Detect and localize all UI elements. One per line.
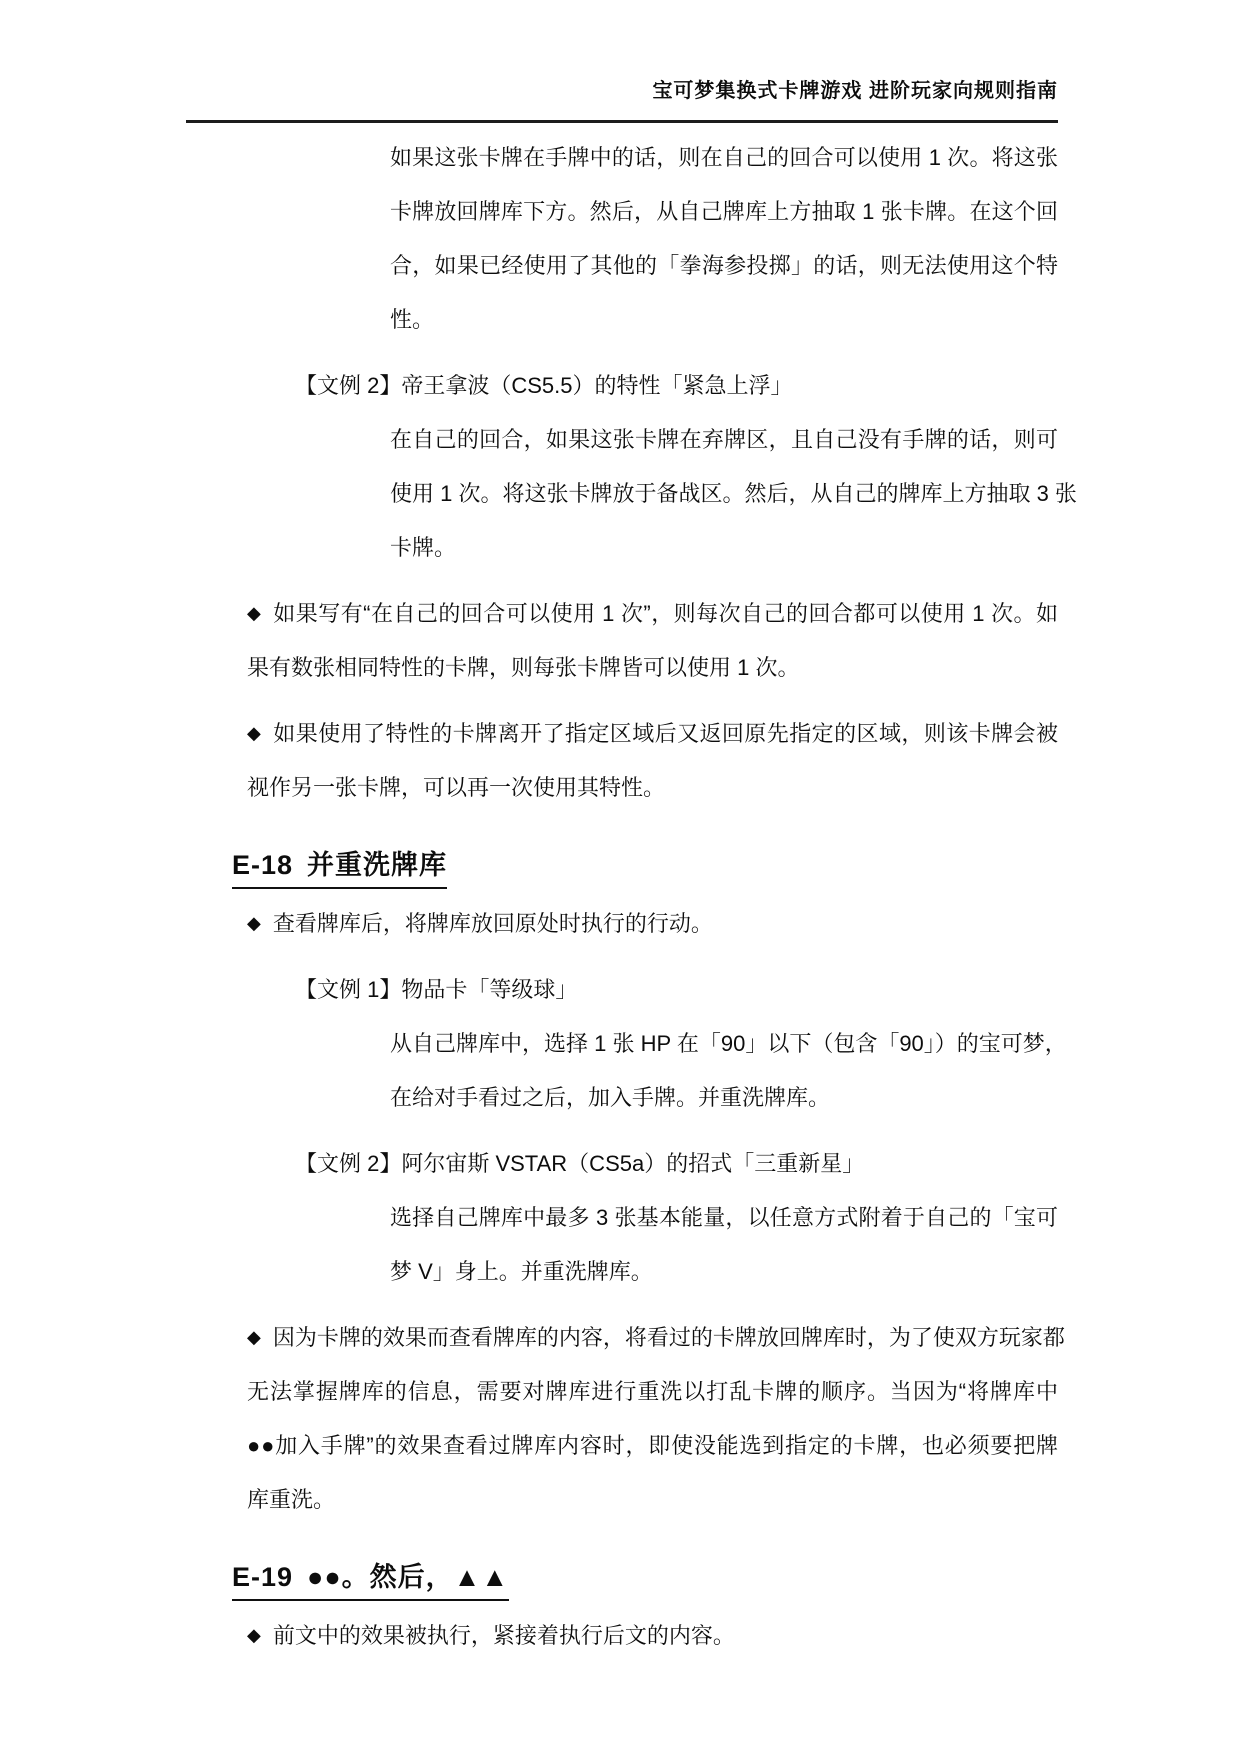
- header-rule: [186, 120, 1058, 123]
- bullet-text: 如果写有“在自己的回合可以使用 1 次”，则每次自己的回合都可以使用 1 次。如: [272, 601, 1058, 626]
- text-line: 卡牌放回牌库下方。然后，从自己牌库上方抽取 1 张卡牌。在这个回: [390, 199, 1058, 224]
- example-label: 【文例 2】阿尔宙斯 VSTAR（CS5a）的招式「三重新星」: [295, 1151, 865, 1176]
- section-code: E-19: [232, 1562, 294, 1592]
- text-line: 在给对手看过之后，加入手牌。并重洗牌库。: [390, 1085, 831, 1110]
- bullet-shuffle-definition: [186, 897, 1058, 951]
- text-line: 性。: [390, 307, 435, 332]
- bullet-text: 前文中的效果被执行，紧接着执行后文的内容。: [272, 1623, 735, 1648]
- section-header-e18: [186, 835, 1058, 895]
- text-line: 卡牌。: [390, 535, 457, 560]
- section-code: E-18: [232, 850, 294, 880]
- text-line: 选择自己牌库中最多 3 张基本能量，以任意方式附着于自己的「宝可: [390, 1205, 1058, 1230]
- text-line: 如果这张卡牌在手牌中的话，则在自己的回合可以使用 1 次。将这张: [390, 145, 1058, 170]
- bullet-reshuffle-rule: [186, 1311, 1065, 1527]
- running-header-title: 宝可梦集换式卡牌游戏 进阶玩家向规则指南: [652, 80, 1058, 102]
- bullet-line: [186, 1609, 1058, 1663]
- section-header-e19: [186, 1547, 1058, 1607]
- bullet-line: [186, 707, 1058, 761]
- section-header-underline: [232, 847, 447, 889]
- diamond-bullet-icon: ◆: [247, 603, 261, 623]
- example-label: 【文例 1】物品卡「等级球」: [295, 977, 578, 1002]
- text-line: 从自己牌库中，选择 1 张 HP 在「90」以下（包含「90」）的宝可梦，: [390, 1031, 1067, 1056]
- text-line: 梦 V」身上。并重洗牌库。: [390, 1259, 653, 1284]
- bullet-once-per-turn: [186, 587, 1058, 695]
- text-line: 合，如果已经使用了其他的「拳海参投掷」的话，则无法使用这个特: [390, 253, 1058, 278]
- example-teiou-emergency-float: [186, 359, 1077, 575]
- section-header-underline: [232, 1559, 509, 1601]
- example-label: 【文例 2】帝王拿波（CS5.5）的特性「紧急上浮」: [295, 373, 793, 398]
- text-line: 使用 1 次。将这张卡牌放于备战区。然后，从自己的牌库上方抽取 3 张: [390, 481, 1077, 506]
- text-line: ●●加入手牌”的效果查看过牌库内容时，即使没能选到指定的卡牌，也必须要把牌: [247, 1433, 1058, 1458]
- text-line: 无法掌握牌库的信息，需要对牌库进行重洗以打乱卡牌的顺序。当因为“将牌库中: [247, 1379, 1058, 1404]
- bullet-then-definition: [186, 1609, 1058, 1663]
- bullet-text: 因为卡牌的效果而查看牌库的内容，将看过的卡牌放回牌库时，为了使双方玩家都: [272, 1325, 1065, 1350]
- page-content: [186, 0, 1077, 1663]
- bullet-line: [186, 1311, 1065, 1365]
- diamond-bullet-icon: ◆: [247, 723, 261, 743]
- bullet-line: [186, 587, 1058, 641]
- text-line: 库重洗。: [247, 1487, 336, 1512]
- example-arceus-vstar: [186, 1137, 1058, 1299]
- bullet-text: 如果使用了特性的卡牌离开了指定区域后又返回原先指定的区域，则该卡牌会被: [272, 721, 1058, 746]
- paragraph-hand-card-effect: [186, 131, 1058, 347]
- section-title: 并重洗牌库: [307, 850, 448, 880]
- section-title: ●●。然后，▲▲: [307, 1562, 510, 1592]
- bullet-line: [186, 897, 1058, 951]
- bullet-text: 查看牌库后，将牌库放回原处时执行的行动。: [272, 911, 713, 936]
- diamond-bullet-icon: ◆: [247, 913, 261, 933]
- diamond-bullet-icon: ◆: [247, 1625, 261, 1645]
- diamond-bullet-icon: ◆: [247, 1327, 261, 1347]
- text-line: 视作另一张卡牌，可以再一次使用其特性。: [247, 775, 666, 800]
- text-line: 在自己的回合，如果这张卡牌在弃牌区，且自己没有手牌的话，则可: [390, 427, 1058, 452]
- bullet-card-leaves-zone: [186, 707, 1058, 815]
- example-level-ball: [186, 963, 1067, 1125]
- text-line: 果有数张相同特性的卡牌，则每张卡牌皆可以使用 1 次。: [247, 655, 800, 680]
